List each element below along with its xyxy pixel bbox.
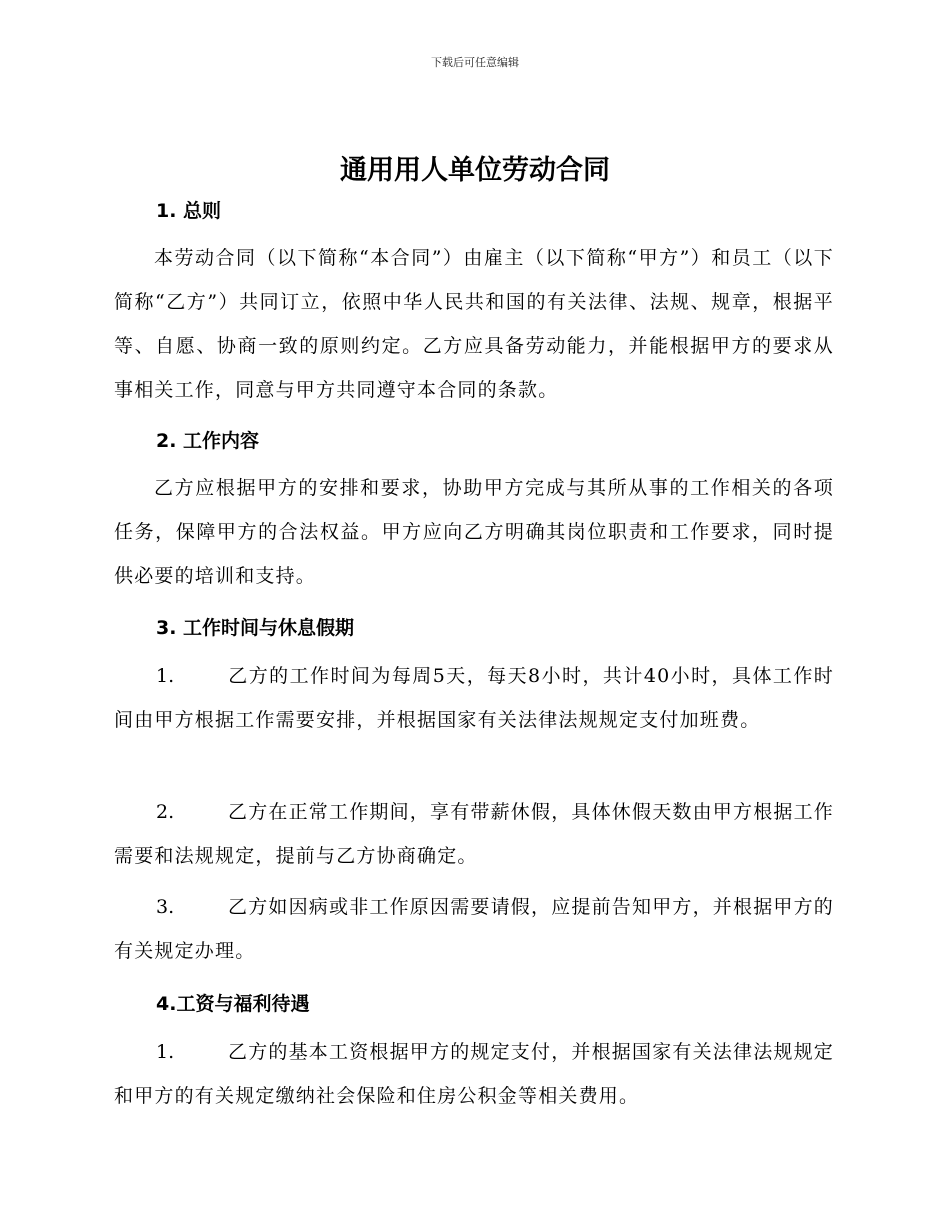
list-item-text: 乙方的工作时间为每周5天，每天8小时，共计40小时，具体工作时间由甲方根据工作需要安排，并根据国家有关法律法规规定支付加班费。 (114, 665, 834, 731)
list-item (114, 885, 834, 973)
list-item (114, 790, 834, 878)
list-item-number: 1. (156, 665, 175, 687)
list-item (114, 1030, 834, 1118)
section-heading-wages: 4.工资与福利待遇 (156, 993, 310, 1015)
contract-title: 通用用人单位劳动合同 (340, 155, 610, 186)
section-heading-work-content: 2. 工作内容 (156, 430, 260, 452)
header-note: 下载后可任意编辑 (431, 56, 519, 69)
list-item-number: 3. (156, 896, 175, 918)
list-item-text: 乙方在正常工作期间，享有带薪休假，具体休假天数由甲方根据工作需要和法规规定，提前与乙方协商确定。 (114, 801, 835, 867)
list-item-number: 1. (156, 1041, 175, 1063)
list-item-text: 乙方如因病或非工作原因需要请假，应提前告知甲方，并根据甲方的有关规定办理。 (114, 896, 835, 962)
section-heading-work-hours: 3. 工作时间与休息假期 (156, 617, 355, 639)
section-paragraph-general: 本劳动合同（以下简称“本合同”）由雇主（以下简称“甲方”）和员工（以下简称“乙方”）共同订立，依照中华人民共和国的有关法律、法规、规章，根据平等、自愿、协商一致的原则约定。乙方应具备劳动能力，并能根据甲方的要求从事相关工作，同意与甲方共同遵守本合同的条款。 (114, 247, 834, 401)
section-heading-general: 1. 总则 (156, 200, 222, 222)
section-paragraph-work-content: 乙方应根据甲方的安排和要求，协助甲方完成与其所从事的工作相关的各项任务，保障甲方的合法权益。甲方应向乙方明确其岗位职责和工作要求，同时提供必要的培训和支持。 (114, 477, 834, 587)
list-item (114, 654, 834, 742)
list-item-text: 乙方的基本工资根据甲方的规定支付，并根据国家有关法律法规规定和甲方的有关规定缴纳社会保险和住房公积金等相关费用。 (114, 1041, 835, 1107)
list-item-number: 2. (156, 801, 175, 823)
